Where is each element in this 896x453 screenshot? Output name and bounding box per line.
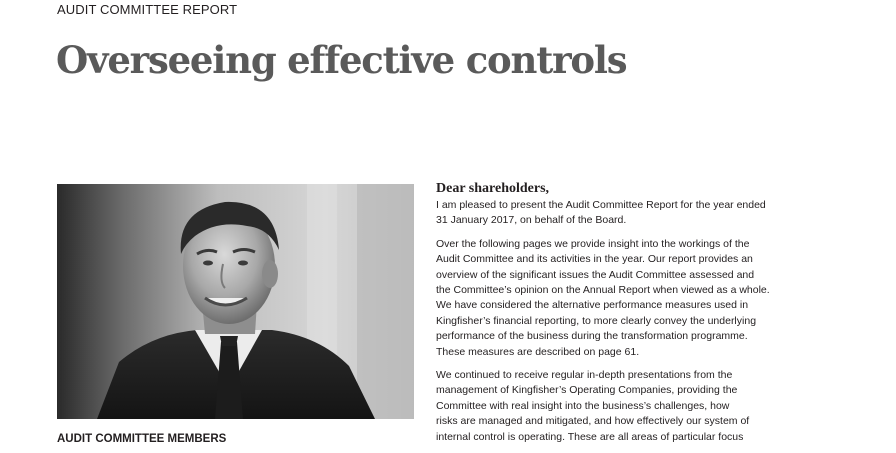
text-line: overview of the significant issues the Audit Committee assessed and <box>436 268 755 281</box>
text-line: Kingfisher’s financial reporting, to more clearly convey the underlying <box>436 314 757 327</box>
text-line: internal control is operating. These are all areas of particular focus <box>436 430 744 443</box>
text-line: Committee with real insight into the business’s challenges, how <box>436 399 730 412</box>
section-label: AUDIT COMMITTEE REPORT <box>57 2 238 17</box>
text-line: I am pleased to present the Audit Committee Report for the year ended <box>436 199 766 211</box>
paragraph-overview <box>436 237 796 360</box>
text-line: 31 January 2017, on behalf of the Board. <box>436 214 627 227</box>
portrait-photo <box>57 184 414 419</box>
text-line: the Committee’s opinion on the Annual Report when viewed as a whole. <box>436 284 770 297</box>
page-title: Overseeing effective controls <box>56 38 627 82</box>
salutation: Dear shareholders, <box>436 181 550 196</box>
text-line: risks are managed and mitigated, and how effectively our system of <box>436 415 750 428</box>
text-line: Audit Committee and its activities in the year. Our report provides an <box>436 253 753 266</box>
portrait-caption: AUDIT COMMITTEE MEMBERS <box>57 433 227 445</box>
paragraph-intro <box>436 198 796 229</box>
text-line: management of Kingfisher’s Operating Companies, providing the <box>436 384 738 397</box>
text-line: Over the following pages we provide insight into the workings of the <box>436 237 750 250</box>
text-line: We have considered the alternative performance measures used in <box>436 299 749 312</box>
text-line: performance of the business during the transformation programme. <box>436 330 748 343</box>
text-line: We continued to receive regular in-depth presentations from the <box>436 369 733 382</box>
paragraph-presentations <box>436 368 796 445</box>
text-line: These measures are described on page 61. <box>436 345 640 358</box>
letter-body <box>436 181 796 453</box>
